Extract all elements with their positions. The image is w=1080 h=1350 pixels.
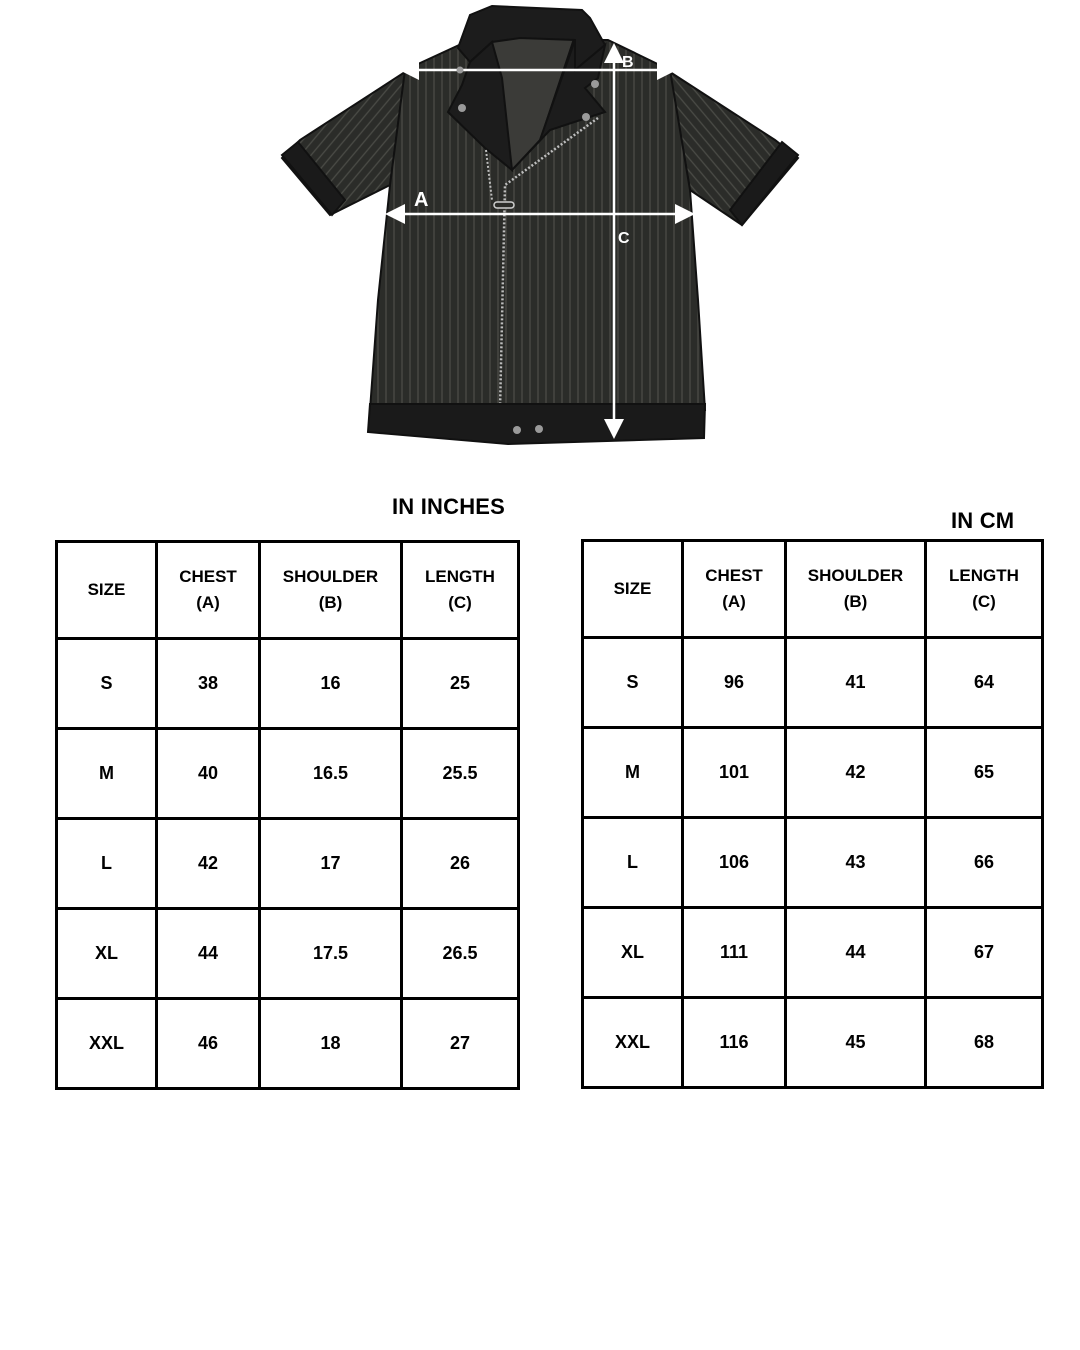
- length-cell: 25: [402, 639, 519, 729]
- header-row: [583, 541, 1043, 638]
- table-row: [57, 999, 519, 1089]
- label-b: B: [622, 54, 634, 71]
- header-length: LENGTH (C): [402, 542, 519, 639]
- table-row: [583, 998, 1043, 1088]
- header-size: SIZE: [57, 542, 157, 639]
- table-row: [57, 639, 519, 729]
- header-shoulder: SHOULDER (B): [786, 541, 926, 638]
- header-row: [57, 542, 519, 639]
- chest-cell: 46: [157, 999, 260, 1089]
- size-cell: L: [583, 818, 683, 908]
- chest-cell: 106: [683, 818, 786, 908]
- chest-cell: 42: [157, 819, 260, 909]
- cm-table-title: IN CM: [951, 508, 1015, 533]
- table-row: [583, 908, 1043, 998]
- shoulder-cell: 42: [786, 728, 926, 818]
- header-chest: CHEST (A): [157, 542, 260, 639]
- hem-band: [368, 404, 705, 444]
- size-chart-cm: [581, 539, 1044, 1089]
- shoulder-cell: 45: [786, 998, 926, 1088]
- shoulder-cell: 17.5: [260, 909, 402, 999]
- size-cell: L: [57, 819, 157, 909]
- chest-cell: 116: [683, 998, 786, 1088]
- length-cell: 26: [402, 819, 519, 909]
- shoulder-cell: 18: [260, 999, 402, 1089]
- chest-cell: 38: [157, 639, 260, 729]
- size-chart-inches: [55, 540, 520, 1090]
- size-cell: M: [583, 728, 683, 818]
- size-cell: XXL: [583, 998, 683, 1088]
- chest-cell: 111: [683, 908, 786, 998]
- length-cell: 66: [926, 818, 1043, 908]
- shoulder-cell: 16.5: [260, 729, 402, 819]
- size-cell: M: [57, 729, 157, 819]
- shoulder-cell: 16: [260, 639, 402, 729]
- shoulder-cell: 43: [786, 818, 926, 908]
- chest-cell: 101: [683, 728, 786, 818]
- size-cell: S: [583, 638, 683, 728]
- table-row: [583, 728, 1043, 818]
- size-cell: XXL: [57, 999, 157, 1089]
- inches-table-title: IN INCHES: [392, 494, 506, 519]
- jacket-illustration: [270, 0, 815, 470]
- zipper-pull: [494, 202, 514, 208]
- shoulder-cell: 44: [786, 908, 926, 998]
- length-cell: 68: [926, 998, 1043, 1088]
- size-cell: S: [57, 639, 157, 729]
- length-cell: 67: [926, 908, 1043, 998]
- label-c: C: [618, 230, 630, 247]
- header-shoulder: SHOULDER (B): [260, 542, 402, 639]
- chest-cell: 96: [683, 638, 786, 728]
- table-row: [57, 819, 519, 909]
- table-row: [583, 818, 1043, 908]
- table-row: [583, 638, 1043, 728]
- header-chest: CHEST (A): [683, 541, 786, 638]
- header-size: SIZE: [583, 541, 683, 638]
- size-cell: XL: [583, 908, 683, 998]
- length-cell: 64: [926, 638, 1043, 728]
- length-cell: 26.5: [402, 909, 519, 999]
- shoulder-cell: 17: [260, 819, 402, 909]
- table-row: [57, 909, 519, 999]
- length-cell: 25.5: [402, 729, 519, 819]
- length-cell: 27: [402, 999, 519, 1089]
- chest-cell: 40: [157, 729, 260, 819]
- shoulder-cell: 41: [786, 638, 926, 728]
- chest-cell: 44: [157, 909, 260, 999]
- size-cell: XL: [57, 909, 157, 999]
- length-cell: 65: [926, 728, 1043, 818]
- label-a: A: [414, 189, 429, 211]
- table-row: [57, 729, 519, 819]
- header-length: LENGTH (C): [926, 541, 1043, 638]
